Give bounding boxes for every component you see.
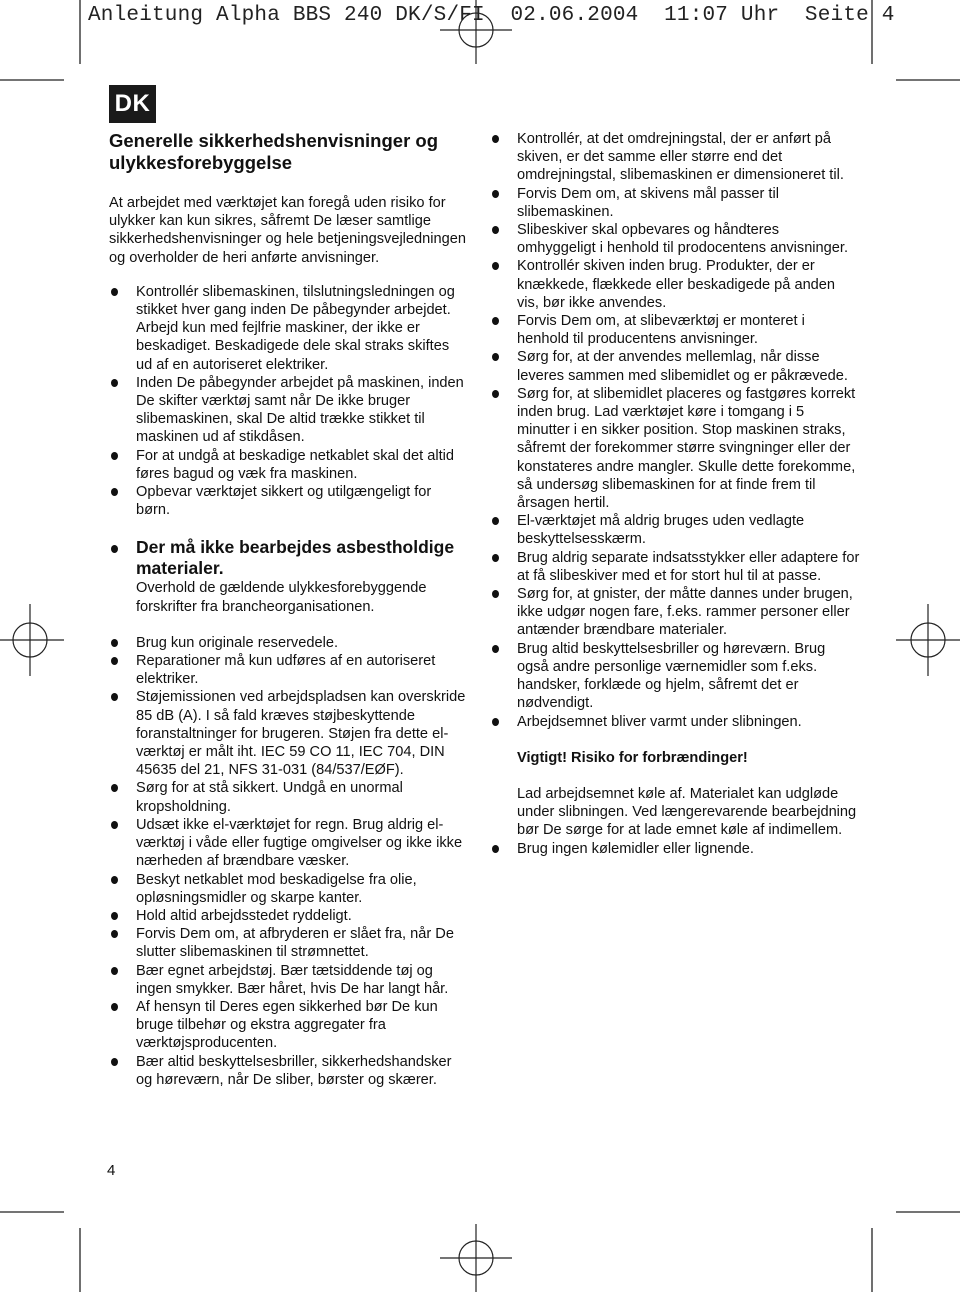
list-item: Arbejdsemnet bliver varmt under slibningen.: [490, 713, 860, 731]
list-item: Hold altid arbejdsstedet ryddeligt.: [109, 907, 469, 925]
registration-mark-right: [896, 604, 960, 676]
page-number: 4: [107, 1162, 116, 1179]
safety-list-a: [109, 283, 469, 520]
list-item: Brug aldrig separate indsatsstykker eller adaptere for at få slibeskiver med et for stort hul til at passe.: [490, 549, 860, 585]
list-item: Forvis Dem om, at afbryderen er slået fra, når De slutter slibemaskinen til strømnettet.: [109, 925, 469, 961]
registration-mark-bottom: [440, 1224, 512, 1292]
section-heading: Generelle sikkerhedshenvisninger og ulykkesforebyggelse: [109, 130, 439, 173]
list-item: Sørg for, at gnister, der måtte dannes under brugen, ikke udgør nogen fare, f.eks. rammer personer eller antænder brændbare materialer.: [490, 585, 860, 640]
list-item: [109, 537, 469, 615]
list-item: Brug ingen kølemidler eller lignende.: [490, 840, 860, 858]
left-column: [109, 130, 469, 1089]
list-item: Sørg for, at slibemidlet placeres og fastgøres korrekt inden brug. Lad værktøjet køre i tomgang i 5 minutter i en sikker position. Stop maskinen straks, såfremt der forekommer større svingninger eller der konstateres andre mangler. Skulle dette forekomme, så undersøg slibemaskinen for at finde frem til årsagen hertil.: [490, 385, 860, 512]
list-item: Kontrollér slibemaskinen, tilslutningsledningen og stikket hver gang inden De påbegynder arbejdet. Arbejd kun med fejlfrie maskiner, der ikke er beskadiget. Beskadigede dele skal straks skiftes ud af en autoriseret elektriker.: [109, 283, 469, 374]
list-item: El-værktøjet må aldrig bruges uden vedlagte beskyttelsesskærm.: [490, 512, 860, 548]
list-item: Inden De påbegynder arbejdet på maskinen, inden De skifter værktøj samt når De ikke bruger slibemaskinen, skal De altid trække stikket til maskinen ud af stikdåsen.: [109, 374, 469, 447]
list-item: Kontrollér skiven inden brug. Produkter, der er knækkede, flækkede eller beskadigede på anden vis, bør ikke anvendes.: [490, 257, 860, 312]
list-item: For at undgå at beskadige netkablet skal det altid føres bagud og væk fra maskinen.: [109, 447, 469, 483]
list-item: Beskyt netkablet mod beskadigelse fra olie, opløsningsmidler og skarpe kanter.: [109, 871, 469, 907]
list-item: Sørg for at stå sikkert. Undgå en unormal kropsholdning.: [109, 779, 469, 815]
asbestos-warning: [109, 537, 469, 615]
asbestos-text: Overhold de gældende ulykkesforebyggende forskrifter fra brancheorganisationen.: [136, 580, 427, 615]
list-item: Bær altid beskyttelsesbriller, sikkerhedshandsker og høreværn, når De sliber, børster og skærer.: [109, 1053, 469, 1089]
list-item: Slibeskiver skal opbevares og håndteres omhyggeligt i henhold til prodocentens anvisninger.: [490, 221, 860, 257]
safety-list-b: [109, 634, 469, 1089]
registration-mark-left: [0, 604, 64, 676]
warning-text: Lad arbejdsemnet køle af. Materialet kan udgløde under slibningen. Ved længerevarende bearbejdning bør De sørge for at lade emnet køle af indimellem.: [517, 785, 857, 839]
language-badge: DK: [109, 85, 156, 123]
right-column: [490, 130, 860, 858]
warning-title: Vigtigt! Risiko for forbrændinger!: [517, 749, 748, 766]
list-item: Opbevar værktøjet sikkert og utilgængeligt for børn.: [109, 483, 469, 519]
list-item: Forvis Dem om, at skivens mål passer til slibemaskinen.: [490, 185, 860, 221]
list-item: Støjemissionen ved arbejdspladsen kan overskride 85 dB (A). I så fald kræves støjbeskyttende foranstaltninger for brugeren. Støjen fra dette el-værktøj er målt iht. IEC 59 CO 11, IEC 704, DIN 45635 del 21, NFS 31-031 (84/537/EØF).: [109, 688, 469, 779]
list-item: Brug altid beskyttelsesbriller og høreværn. Brug også andre personlige værnemidler som f.eks. handsker, forklæde og hjelm, såfremt det er nødvendigt.: [490, 640, 860, 713]
list-item: Reparationer må kun udføres af en autoriseret elektriker.: [109, 652, 469, 688]
intro-paragraph: At arbejdet med værktøjet kan foregå uden risiko for ulykker kan kun sikres, såfremt De læser samtlige sikkerhedshenvisninger og hele betjeningsvejledningen og overholder de heri anførte anvisninger.: [109, 195, 466, 266]
safety-list-right: [490, 130, 860, 731]
list-item: Bær egnet arbejdstøj. Bær tætsiddende tøj og ingen smykker. Bær håret, hvis De har langt hår.: [109, 962, 469, 998]
registration-mark-top: [440, 0, 512, 64]
asbestos-title: Der må ikke bearbejdes asbestholdige materialer.: [136, 537, 455, 579]
list-item: Kontrollér, at det omdrejningstal, der er anført på skiven, er det samme eller større end det omdrejningstal, slibemaskinen er dimensioneret til.: [490, 130, 860, 185]
list-item: Af hensyn til Deres egen sikkerhed bør De kun bruge tilbehør og ekstra aggregater fra værktøjsproducenten.: [109, 998, 469, 1053]
safety-list-right-end: [490, 840, 860, 858]
print-slug: Anleitung Alpha BBS 240 DK/S/FI 02.06.2004 11:07 Uhr Seite 4: [88, 4, 895, 27]
list-item: Udsæt ikke el-værktøjet for regn. Brug aldrig el-værktøj i våde eller fugtige omgivelser og ikke ikke nærheden af brændbare væsker.: [109, 816, 469, 871]
list-item: Forvis Dem om, at slibeværktøj er monteret i henhold til producentens anvisninger.: [490, 312, 860, 348]
list-item: Sørg for, at der anvendes mellemlag, når disse leveres sammen med slibemidlet og er påkrævede.: [490, 348, 860, 384]
list-item: Brug kun originale reservedele.: [109, 634, 469, 652]
